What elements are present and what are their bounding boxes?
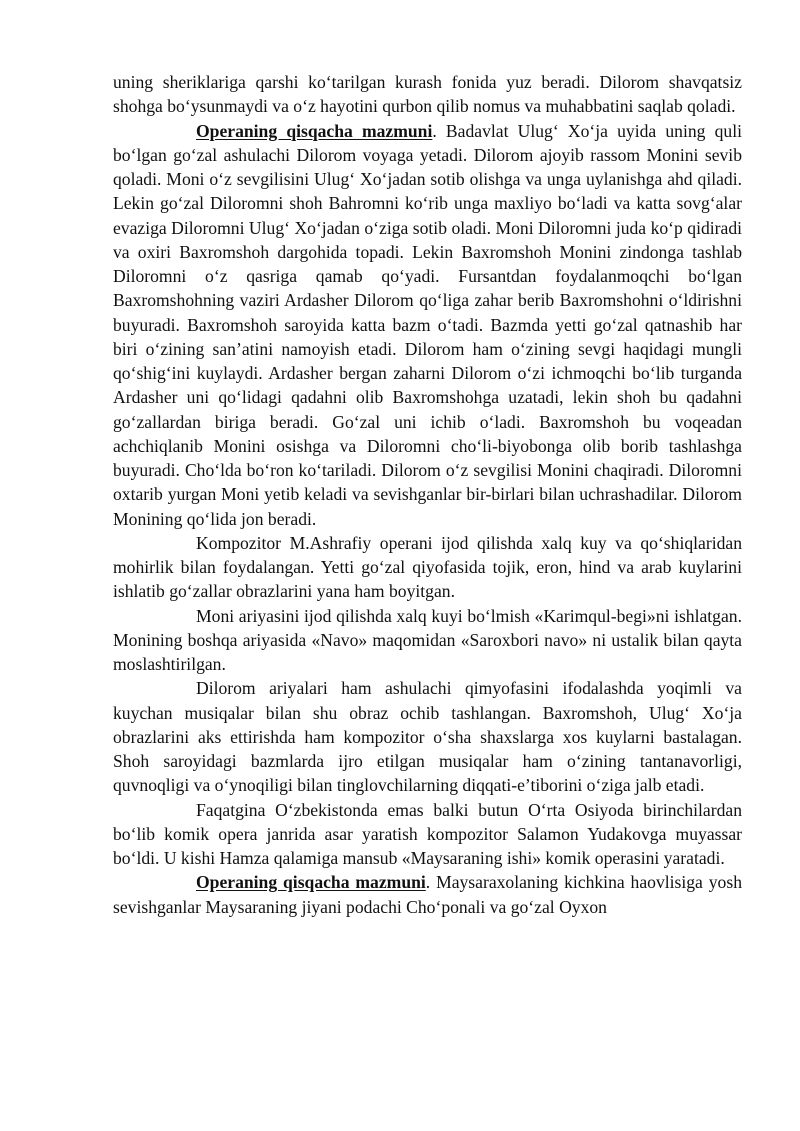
paragraph-text: uning sheriklariga qarshi ko‘tarilgan kurash fonida yuz beradi. Dilorom shavqatsiz shohga bo‘ysunmaydi va o‘z hayotini qurbon qilib nomus va muhabbatini saqlab qoladi. — [113, 72, 742, 117]
section-heading: Operaning qisqacha mazmuni — [196, 120, 433, 141]
paragraph-text: . Maysaraxolaning kichkina haovlisiga yosh sevishganlar Maysaraning jiyani podachi Cho‘ponali va go‘zal Oyxon — [113, 872, 742, 917]
paragraph-text: Faqatgina O‘zbekistonda emas balki butun O‘rta Osiyoda birinchilardan bo‘lib komik opera janrida asar yaratish kompozitor Salamon Yudakovga muyassar bo‘ldi. U kishi Hamza qalamiga mansub «Maysaraning ishi» komik operasini yaratadi. — [113, 799, 742, 868]
document-page — [113, 70, 742, 919]
paragraph-text: . Badavlat Ulug‘ Xo‘ja uyida uning quli bo‘lgan go‘zal ashulachi Dilorom voyaga yetadi. Dilorom ajoyib rassom Monini sevib qoladi. Moni o‘z sevgilisini Ulug‘ Xo‘jadan sotib olishga va unga uylanishga ahd qiladi. Lekin go‘zal Diloromni shoh Bahromni ko‘rib unga maxliyo bo‘ladi va katta sovg‘alar evaziga Diloromni Ulug‘ Xo‘jadan o‘ziga sotib oladi. Moni Diloromni juda ko‘p qidiradi va oxiri Baxromshoh dargohida topadi. Lekin Baxromshoh Monini zindonga tashlab Diloromni o‘z qasriga qamab qo‘yadi. Fursantdan foydalanmoqchi bo‘lgan Baxromshohning vaziri Ardasher Dilorom qo‘liga zahar berib Baxromshohni o‘ldirishni buyuradi. Baxromshoh saroyida katta bazm o‘tadi. Bazmda yetti go‘zal qatnashib har biri o‘zining san’atini namoyish etadi. Dilorom ham o‘zining sevgi haqidagi mungli qo‘shig‘ini kuylaydi. Ardasher bergan zaharni Dilorom o‘zi ichmoqchi bo‘lib turganda Ardasher uni qo‘lidagi qadahni olib Baxromshohga uzatadi, lekin shoh bu qadahni go‘zallardan biriga beradi. Go‘zal uni ichib o‘ladi. Baxromshoh bu voqeadan achchiqlanib Monini osishga va Diloromni cho‘li-biyobonga olib borib tashlashga buyuradi. Cho‘lda bo‘ron ko‘tariladi. Dilorom o‘z sevgilisi Monini chaqiradi. Diloromni oxtarib yurgan Moni yetib keladi va sevishganlar bir-birlari bilan uchrashadilar. Dilorom Monining qo‘lida jon beradi. — [113, 120, 742, 529]
paragraph-text: Moni ariyasini ijod qilishda xalq kuyi bo‘lmish «Karimqul-begi»ni ishlatgan. Monining boshqa ariyasida «Navo» maqomidan «Saroxbori navo» ni ustalik bilan qayta moslashtirilgan. — [113, 605, 742, 674]
paragraph-composer-ashrafiy — [113, 531, 742, 604]
paragraph-text: Kompozitor M.Ashrafiy operani ijod qilishda xalq kuy va qo‘shiqlaridan mohirlik bilan foydalangan. Yetti go‘zal qiyofasida tojik, eron, hind va arab kuylarini ishlatib go‘zallar obrazlarini yana ham boyitgan. — [113, 532, 742, 602]
paragraph-yudakov-comic-opera — [113, 798, 742, 871]
section-heading: Operaning qisqacha mazmuni — [196, 872, 426, 893]
paragraph-opera-summary-dilorom — [113, 119, 742, 531]
paragraph-moni-aria — [113, 604, 742, 677]
paragraph-intro-continuation — [113, 70, 742, 119]
paragraph-opera-summary-maysara — [113, 870, 742, 919]
paragraph-dilorom-arias — [113, 676, 742, 797]
paragraph-text: Dilorom ariyalari ham ashulachi qimyofasini ifodalashda yoqimli va kuychan musiqalar bilan shu obraz ochib tashlangan. Baxromshoh, Ulug‘ Xo‘ja obrazlarini aks ettirishda ham kompozitor o‘sha shaxslarga xos kuylarni bastalagan. Shoh saroyidagi bazmlarda ijro etilgan musiqalar ham o‘zining tantanavorligi, quvnoqligi va o‘ynoqiligi bilan tinglovchilarning diqqati-e’tiborini o‘ziga jalb etadi. — [113, 678, 742, 796]
